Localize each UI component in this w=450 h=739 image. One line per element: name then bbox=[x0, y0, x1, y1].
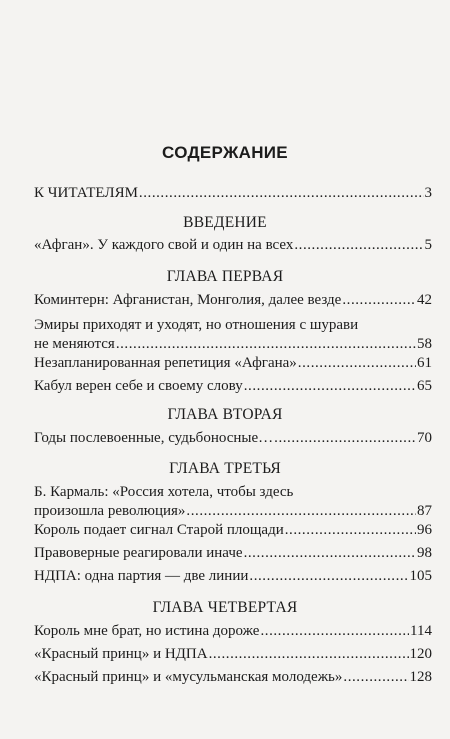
entry-title: Король мне брат, но истина дороже bbox=[34, 623, 260, 639]
toc-entry[interactable] bbox=[34, 184, 432, 203]
entry-title: НДПА: одна партия — две линии bbox=[34, 568, 249, 584]
entry-title: Правоверные реагировали иначе bbox=[34, 545, 243, 561]
leader-dots bbox=[249, 567, 408, 586]
toc-entry[interactable] bbox=[34, 429, 432, 448]
entry-title: К ЧИТАТЕЛЯМ bbox=[34, 185, 138, 201]
chapter-heading: ГЛАВА ЧЕТВЕРТАЯ bbox=[152, 599, 298, 616]
entry-page: 120 bbox=[409, 646, 432, 662]
entry-page: 105 bbox=[409, 568, 432, 584]
entry-page: 128 bbox=[409, 669, 432, 685]
entry-page: 3 bbox=[424, 185, 432, 201]
chapter-heading: ВВЕДЕНИЕ bbox=[183, 214, 267, 231]
entry-page: 5 bbox=[424, 237, 432, 253]
entry-title: Годы послевоенные, судьбоносные… bbox=[34, 430, 274, 446]
entry-title: Коминтерн: Афганистан, Монголия, далее везде bbox=[34, 292, 342, 308]
leader-dots bbox=[209, 645, 409, 664]
leader-dots bbox=[244, 377, 416, 396]
toc-entry[interactable] bbox=[34, 483, 432, 521]
entry-page: 58 bbox=[417, 336, 432, 352]
leader-dots bbox=[116, 335, 416, 354]
toc-entry[interactable] bbox=[34, 316, 432, 354]
entry-page: 98 bbox=[417, 545, 432, 561]
chapter-heading: ГЛАВА ВТОРАЯ bbox=[167, 406, 283, 423]
chapter-heading: ГЛАВА ПЕРВАЯ bbox=[166, 268, 284, 285]
entry-title-continued: произошла революция» bbox=[34, 503, 186, 519]
leader-dots bbox=[244, 544, 416, 563]
toc-entry[interactable] bbox=[34, 291, 432, 310]
entry-title: «Красный принц» и «мусульманская молодежь» bbox=[34, 669, 343, 685]
entry-title: Б. Кармаль: «Россия хотела, чтобы здесь bbox=[34, 484, 294, 500]
entry-page: 96 bbox=[417, 522, 432, 538]
leader-dots bbox=[186, 502, 416, 521]
leader-dots bbox=[139, 184, 424, 203]
toc-entry[interactable] bbox=[34, 544, 432, 563]
leader-dots bbox=[274, 429, 416, 448]
leader-dots bbox=[260, 622, 409, 641]
toc-entry[interactable] bbox=[34, 668, 432, 687]
entry-page: 87 bbox=[417, 503, 432, 519]
toc-entry[interactable] bbox=[34, 354, 432, 373]
leader-dots bbox=[342, 291, 416, 310]
toc-entry[interactable] bbox=[34, 377, 432, 396]
leader-dots bbox=[298, 354, 416, 373]
entry-page: 61 bbox=[417, 355, 432, 371]
entry-title-continued: не меняются bbox=[34, 336, 115, 352]
entry-title: Король подает сигнал Старой площади bbox=[34, 522, 284, 538]
entry-page: 114 bbox=[410, 623, 432, 639]
entry-page: 65 bbox=[417, 378, 432, 394]
entry-title: Эмиры приходят и уходят, но отношения с шурави bbox=[34, 317, 359, 333]
chapter-heading: ГЛАВА ТРЕТЬЯ bbox=[169, 460, 281, 477]
leader-dots bbox=[294, 236, 423, 255]
entry-title: Кабул верен себе и своему слову bbox=[34, 378, 243, 394]
toc-entry[interactable] bbox=[34, 567, 432, 586]
entry-title: «Афган». У каждого свой и один на всех bbox=[34, 237, 294, 253]
page-title: СОДЕРЖАНИЕ bbox=[162, 143, 288, 162]
entry-title: Незапланированная репетиция «Афгана» bbox=[34, 355, 297, 371]
toc-entry[interactable] bbox=[34, 622, 432, 641]
toc-entry[interactable] bbox=[34, 645, 432, 664]
leader-dots bbox=[285, 521, 416, 540]
entry-page: 42 bbox=[417, 292, 432, 308]
toc-entry[interactable] bbox=[34, 521, 432, 540]
entry-page: 70 bbox=[417, 430, 432, 446]
leader-dots bbox=[343, 668, 408, 687]
toc-entry[interactable] bbox=[34, 236, 432, 255]
entry-title: «Красный принц» и НДПА bbox=[34, 646, 208, 662]
